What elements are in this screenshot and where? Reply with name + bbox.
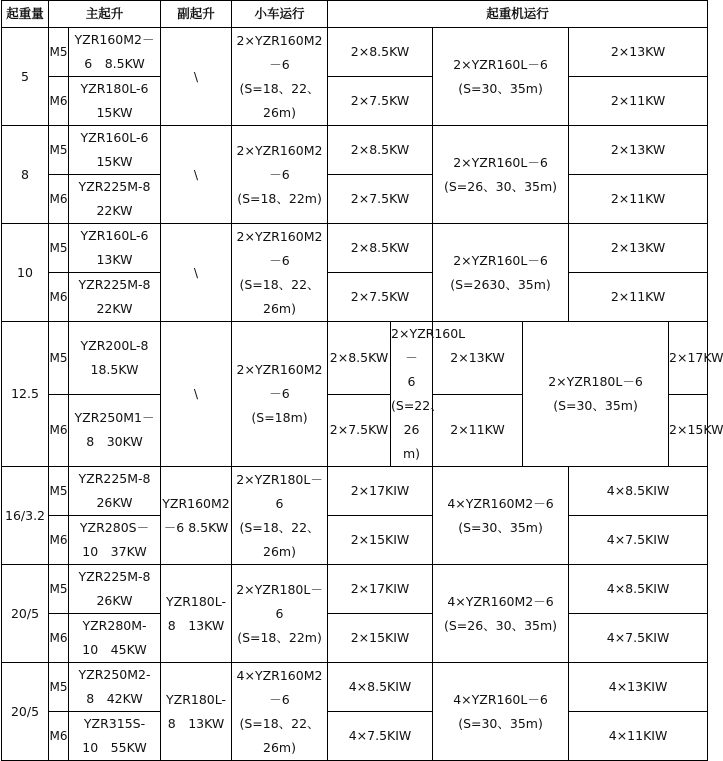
main-hoist-cell — [69, 273, 161, 322]
crane-travel-right-cell: 4×8.5KIW — [569, 467, 708, 516]
cell-line: －6 — [269, 56, 290, 72]
duty-grade-cell: M5 — [49, 467, 69, 516]
header-crane-travel: 起重机运行 — [328, 1, 708, 28]
cell-line: YZR160M2－ — [74, 32, 155, 47]
trolley-travel-cell — [232, 565, 328, 663]
duty-grade-cell: M5 — [49, 126, 69, 175]
cell-line: YZR180L- — [166, 691, 227, 707]
table-row — [2, 712, 708, 761]
duty-grade-cell: M6 — [49, 273, 69, 322]
cell-line: 26KW — [96, 593, 133, 608]
crane-travel-right-cell: 4×11KIW — [569, 712, 708, 761]
cell-line: m) — [402, 446, 421, 461]
cell-line: 2×YZR160L－ — [391, 326, 466, 365]
aux-hoist-cell — [161, 467, 232, 565]
cell-line: 26KW — [96, 495, 133, 510]
cell-line: YZR180L- — [166, 593, 227, 609]
cell-line: 2×YZR160M2 — [236, 32, 323, 48]
cell-line: 13KW — [96, 252, 133, 267]
cell-line: 22KW — [96, 203, 133, 218]
trolley-travel-cell — [232, 126, 328, 224]
cell-line: (S=18、22m) — [237, 190, 322, 206]
crane-motor-spec-table — [1, 0, 723, 761]
cell-line: 2×YZR180L－6 — [548, 374, 643, 389]
duty-grade-cell: M6 — [49, 394, 69, 467]
duty-grade-cell: M5 — [49, 663, 69, 712]
cell-line: 18.5KW — [90, 361, 139, 377]
cell-line: 6 — [275, 495, 284, 511]
cell-line: (S=2630、35m) — [450, 276, 551, 292]
crane-travel-motor-cell — [433, 224, 569, 322]
duty-grade-cell: M6 — [49, 77, 69, 126]
trolley-travel-cell — [232, 28, 328, 126]
aux-hoist-cell: \ — [161, 126, 232, 224]
crane-travel-left-cell: 2×15KIW — [328, 614, 433, 663]
cell-line: YZR200L-8 — [80, 337, 149, 353]
table-row — [2, 28, 708, 77]
crane-travel-right-cell: 2×11KW — [569, 77, 708, 126]
main-hoist-cell — [69, 614, 161, 663]
crane-travel-left-cell: 2×17KIW — [328, 467, 433, 516]
cell-line: (S=18、22m) — [237, 629, 322, 645]
table-row — [2, 175, 708, 224]
crane-travel-c3-cell: 2×11KW — [433, 394, 523, 467]
cell-line: YZR160L-6 — [80, 228, 149, 243]
crane-travel-motor-cell — [433, 28, 569, 126]
crane-travel-right-cell: 2×13KW — [569, 224, 708, 273]
cell-line: (S=18m) — [251, 410, 308, 425]
cell-line: 8 30KW — [86, 434, 143, 450]
cell-line: 8 13KW — [167, 617, 225, 633]
cell-line: 2×YZR180L－ — [236, 581, 323, 597]
duty-grade-cell: M6 — [49, 712, 69, 761]
crane-travel-motor-cell — [433, 126, 569, 224]
cell-line: (S=22、26 — [391, 398, 443, 437]
crane-travel-left-cell: 2×8.5KW — [328, 28, 433, 77]
aux-hoist-cell: \ — [161, 322, 232, 467]
cell-line: 2×YZR160M2 — [236, 362, 323, 377]
trolley-travel-cell — [232, 322, 328, 467]
main-hoist-cell — [69, 467, 161, 516]
main-hoist-cell — [69, 516, 161, 565]
crane-travel-right-cell: 2×11KW — [569, 175, 708, 224]
cell-line: 26m) — [263, 739, 296, 755]
crane-travel-c5-cell: 2×17KW — [669, 322, 708, 395]
crane-travel-c1-cell: 2×7.5KW — [328, 394, 391, 467]
cell-line: 26m) — [263, 104, 296, 120]
cell-line: 4×YZR160M2 — [236, 667, 323, 683]
cell-line: 2×YZR160M2 — [236, 228, 323, 244]
cell-line: 6 8.5KW — [84, 56, 145, 71]
crane-travel-left-cell: 4×8.5KIW — [328, 663, 433, 712]
cell-line: 15KW — [96, 105, 133, 120]
cell-line: YZR280M- — [82, 618, 147, 633]
cell-line: (S=30、35m) — [458, 519, 543, 535]
crane-travel-right-cell: 4×7.5KIW — [569, 614, 708, 663]
main-hoist-cell — [69, 663, 161, 712]
main-hoist-cell — [69, 77, 161, 126]
capacity-cell: 20/5 — [2, 565, 49, 663]
duty-grade-cell: M5 — [49, 28, 69, 77]
duty-grade-cell: M6 — [49, 516, 69, 565]
cell-line: (S=26、30、35m) — [443, 178, 558, 194]
cell-line: 8 42KW — [86, 691, 143, 706]
main-hoist-cell — [69, 175, 161, 224]
crane-travel-motor-cell — [433, 467, 569, 565]
trolley-travel-cell — [232, 467, 328, 565]
capacity-cell: 16/3.2 — [2, 467, 49, 565]
capacity-cell: 8 — [2, 126, 49, 224]
cell-line: YZR160M2 — [162, 495, 230, 511]
table-row — [2, 224, 708, 273]
capacity-cell: 12.5 — [2, 322, 49, 467]
table-row — [2, 467, 708, 516]
cell-line: (S=30、35m) — [458, 715, 543, 731]
cell-line: 10 45KW — [82, 642, 147, 657]
cell-line: 2×YZR160L－6 — [453, 252, 548, 268]
crane-travel-c4-cell — [523, 322, 669, 467]
cell-line: 4×YZR160M2－6 — [447, 495, 554, 511]
table-row — [2, 77, 708, 126]
crane-travel-motor-cell — [433, 565, 569, 663]
main-hoist-cell — [69, 394, 161, 467]
crane-travel-left-cell: 2×15KIW — [328, 516, 433, 565]
cell-line: YZR180L-6 — [80, 81, 149, 96]
header-row — [2, 1, 708, 28]
main-hoist-cell — [69, 322, 161, 395]
crane-travel-right-cell: 2×11KW — [569, 273, 708, 322]
cell-line: 4×YZR160L－6 — [453, 691, 548, 707]
cell-line: －6 — [269, 691, 290, 707]
cell-line: YZR315S- — [83, 716, 146, 731]
cell-line: －6 8.5KW — [163, 519, 229, 535]
crane-travel-left-cell: 2×7.5KW — [328, 77, 433, 126]
duty-grade-cell: M6 — [49, 614, 69, 663]
main-hoist-cell — [69, 126, 161, 175]
cell-line: －6 — [269, 252, 290, 268]
cell-line: YZR225M-8 — [78, 277, 151, 292]
cell-line: 8 13KW — [167, 715, 225, 731]
header-trolley-travel: 小车运行 — [232, 1, 328, 28]
table-row — [2, 516, 708, 565]
duty-grade-cell: M5 — [49, 565, 69, 614]
cell-line: (S=26、30、35m) — [443, 617, 558, 633]
trolley-travel-cell — [232, 224, 328, 322]
cell-line: －6 — [269, 386, 290, 401]
table-body — [2, 28, 723, 761]
crane-travel-left-cell: 2×8.5KW — [328, 224, 433, 273]
crane-travel-right-cell: 2×13KW — [569, 126, 708, 175]
header-main-hoist: 主起升 — [49, 1, 161, 28]
crane-travel-left-cell: 2×17KIW — [328, 565, 433, 614]
crane-travel-c3-cell: 2×13KW — [433, 322, 523, 395]
table-row — [2, 322, 708, 395]
main-hoist-cell — [69, 224, 161, 273]
crane-travel-left-cell: 4×7.5KIW — [328, 712, 433, 761]
crane-travel-left-cell: 2×7.5KW — [328, 273, 433, 322]
crane-travel-c1-cell: 2×8.5KW — [328, 322, 391, 395]
cell-line: (S=18、22、 — [239, 276, 320, 292]
cell-line: 6 — [275, 605, 284, 621]
cell-line: YZR250M1－ — [74, 410, 155, 426]
cell-line: (S=30、35m) — [553, 398, 638, 413]
main-hoist-cell — [69, 565, 161, 614]
crane-travel-right-cell: 4×8.5KIW — [569, 565, 708, 614]
crane-travel-c5-cell: 2×15KW — [669, 394, 708, 467]
cell-line: (S=30、35m) — [458, 80, 543, 96]
main-hoist-cell — [69, 28, 161, 77]
cell-line: YZR225M-8 — [78, 471, 151, 486]
crane-travel-right-cell: 4×13KIW — [569, 663, 708, 712]
table-row — [2, 126, 708, 175]
duty-grade-cell: M5 — [49, 322, 69, 395]
cell-line: 2×YZR160L－6 — [453, 154, 548, 170]
capacity-cell: 20/5 — [2, 663, 49, 761]
cell-line: 26m) — [263, 543, 296, 559]
duty-grade-cell: M5 — [49, 224, 69, 273]
table-row — [2, 663, 708, 712]
crane-travel-left-cell: 2×7.5KW — [328, 175, 433, 224]
aux-hoist-cell: \ — [161, 224, 232, 322]
cell-line: YZR160L-6 — [80, 130, 149, 145]
cell-line: (S=18、22、 — [239, 80, 320, 96]
cell-line: YZR280S－ — [79, 520, 150, 535]
capacity-cell: 10 — [2, 224, 49, 322]
main-hoist-cell — [69, 712, 161, 761]
crane-travel-right-cell: 4×7.5KIW — [569, 516, 708, 565]
cell-line: 10 37KW — [82, 544, 147, 559]
cell-line: 2×YZR180L－ — [236, 471, 323, 487]
cell-line: 22KW — [96, 301, 133, 316]
header-capacity: 起重量 — [2, 1, 49, 28]
cell-line: 26m) — [263, 300, 296, 316]
cell-line: (S=18、22、 — [239, 519, 320, 535]
table-row — [2, 565, 708, 614]
table-row — [2, 614, 708, 663]
cell-line: YZR225M-8 — [78, 179, 151, 194]
cell-line: 10 55KW — [82, 740, 147, 755]
crane-travel-motor-cell — [433, 663, 569, 761]
capacity-cell: 5 — [2, 28, 49, 126]
crane-travel-c2-cell — [391, 322, 466, 467]
trolley-travel-cell — [232, 663, 328, 761]
cell-line: 15KW — [96, 154, 133, 169]
crane-travel-right-cell: 2×13KW — [569, 28, 708, 77]
cell-line: YZR225M-8 — [78, 569, 151, 584]
table-row — [2, 273, 708, 322]
cell-line: YZR250M2- — [78, 667, 151, 682]
cell-line: －6 — [269, 166, 290, 182]
aux-hoist-cell — [161, 565, 232, 663]
crane-travel-left-cell: 2×8.5KW — [328, 126, 433, 175]
aux-hoist-cell: \ — [161, 28, 232, 126]
cell-line: 6 — [407, 374, 416, 389]
cell-line: (S=18、22、 — [239, 715, 320, 731]
cell-line: 2×YZR160L－6 — [453, 56, 548, 72]
header-aux-hoist: 副起升 — [161, 1, 232, 28]
cell-line: 2×YZR160M2 — [236, 142, 323, 158]
aux-hoist-cell — [161, 663, 232, 761]
cell-line: 4×YZR160M2－6 — [447, 593, 554, 609]
duty-grade-cell: M6 — [49, 175, 69, 224]
